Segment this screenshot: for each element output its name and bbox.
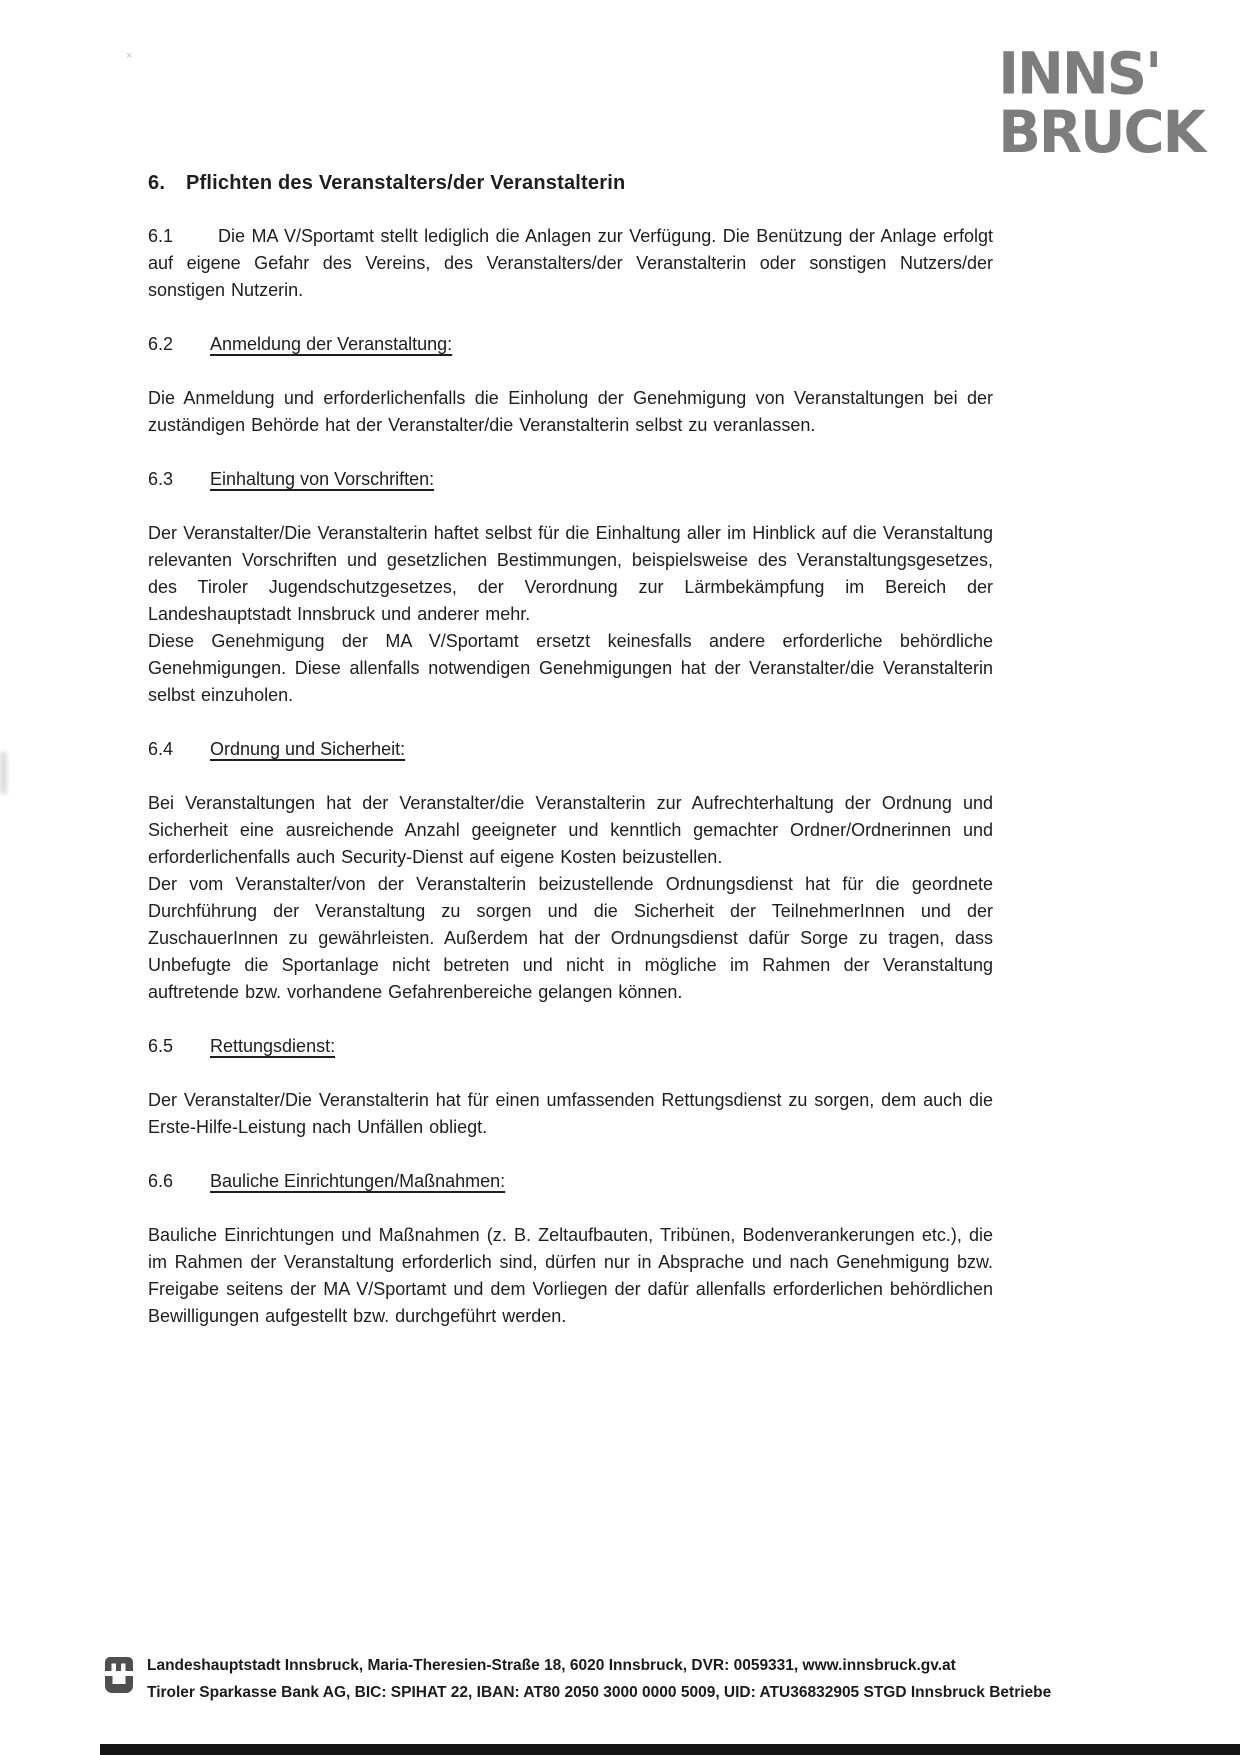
paragraph: 6.1 Die MA V/Sportamt stellt lediglich die Anlagen zur Verfügung. Die Benützung der Anlage erfolgt auf eigene Gefahr des Vereins, des Veranstalters/der Veranstalterin oder sonstigen Nutzers/der sonstigen Nutzerin.: [148, 223, 993, 304]
innsbruck-emblem-icon: [103, 1655, 135, 1700]
paragraph: Der vom Veranstalter/von der Veranstalterin beizustellende Ordnungsdienst hat für die geordnete Durchführung der Veranstaltung zu sorgen und die Sicherheit der TeilnehmerInnen und der ZuschauerInnen zu gewährleisten. Außerdem hat der Ordnungsdienst dafür Sorge zu tragen, dass Unbefugte die Sportanlage nicht betreten und nicht in mögliche im Rahmen der Veranstaltung auftretende bzw. vorhandene Gefahrenbereiche gelangen können.: [148, 874, 993, 1002]
section-number: 6.3: [148, 469, 174, 489]
document-section: [148, 1033, 993, 1141]
section-heading-row: [148, 466, 993, 493]
footer-text: [147, 1652, 1051, 1706]
section-paragraphs: [148, 385, 993, 439]
paragraph: Diese Genehmigung der MA V/Sportamt ersetzt keinesfalls andere erforderliche behördliche Genehmigungen. Diese allenfalls notwendigen Genehmigungen hat der Veranstalter/die Veranstalterin selbst einzuholen.: [148, 631, 993, 705]
scan-speck: ×: [126, 50, 133, 62]
section-heading-row: [148, 1033, 993, 1060]
section-paragraphs: [148, 1222, 993, 1330]
document-page: [148, 170, 993, 1330]
footer-line-1: Landeshauptstadt Innsbruck, Maria-Theresien-Straße 18, 6020 Innsbruck, DVR: 0059331, www.innsbruck.gv.at: [147, 1657, 956, 1674]
section-number-inline: 6.1: [148, 226, 174, 246]
document-section: [148, 223, 993, 304]
section-number: 6.6: [148, 1171, 174, 1191]
logo-line-2: BRUCK: [998, 98, 1204, 167]
innsbruck-logo: [998, 40, 1204, 167]
section-heading: Ordnung und Sicherheit:: [210, 739, 406, 759]
page-footer: [103, 1652, 1051, 1706]
paragraph: Bauliche Einrichtungen und Maßnahmen (z. B. Zeltaufbauten, Tribünen, Bodenverankerungen etc.), die im Rahmen der Veranstaltung erforderlich sind, dürfen nur in Absprache und nach Genehmigung bzw. Freigabe seitens der MA V/Sportamt und dem Vorliegen der dafür allenfalls erforderlichen behördlichen Bewilligungen aufgestellt bzw. durchgeführt werden.: [148, 1225, 993, 1326]
section-paragraphs: [148, 1087, 993, 1141]
section-paragraphs: [148, 520, 993, 709]
section-number: 6.4: [148, 739, 174, 759]
section-number: 6.5: [148, 1036, 174, 1056]
section-heading-row: [148, 1168, 993, 1195]
document-section: [148, 331, 993, 439]
footer-line-2: Tiroler Sparkasse Bank AG, BIC: SPIHAT 22, IBAN: AT80 2050 3000 0000 5009, UID: ATU36832905 STGD Innsbruck Betriebe: [147, 1684, 1052, 1701]
paragraph: Der Veranstalter/Die Veranstalterin haftet selbst für die Einhaltung aller im Hinblick auf die Veranstaltung relevanten Vorschriften und gesetzlichen Bestimmungen, beispielsweise des Veranstaltungsgesetzes, des Tiroler Jugendschutzgesetzes, der Verordnung zur Lärmbekämpfung im Bereich der Landeshauptstadt Innsbruck und anderer mehr.: [148, 523, 993, 624]
section-paragraphs: [148, 223, 993, 304]
title-text: Pflichten des Veranstalters/der Veranstalterin: [186, 172, 626, 194]
paragraph: Bei Veranstaltungen hat der Veranstalter/die Veranstalterin zur Aufrechterhaltung der Ordnung und Sicherheit eine ausreichende Anzahl geeigneter und kenntlich gemachter Ordner/Ordnerinnen und erforderlichenfalls auch Security-Dienst auf eigene Kosten beizustellen.: [148, 793, 993, 867]
section-heading: Rettungsdienst:: [210, 1036, 336, 1056]
section-heading: Einhaltung von Vorschriften:: [210, 469, 435, 489]
page-title: [148, 170, 993, 196]
section-heading: Bauliche Einrichtungen/Maßnahmen:: [210, 1171, 506, 1191]
sections: [148, 223, 993, 1330]
section-heading-row: [148, 736, 993, 763]
paragraph: Der Veranstalter/Die Veranstalterin hat für einen umfassenden Rettungsdienst zu sorgen, dem auch die Erste-Hilfe-Leistung nach Unfällen obliegt.: [148, 1090, 993, 1137]
paragraph: Die Anmeldung und erforderlichenfalls die Einholung der Genehmigung von Veranstaltungen bei der zuständigen Behörde hat der Veranstalter/die Veranstalterin selbst zu veranlassen.: [148, 388, 993, 435]
scan-edge-bar: [100, 1744, 1240, 1755]
document-section: [148, 736, 993, 1006]
title-number: 6.: [148, 172, 166, 194]
section-paragraphs: [148, 790, 993, 1006]
document-section: [148, 1168, 993, 1330]
logo-line-1: INNS': [998, 40, 1161, 109]
section-number: 6.2: [148, 334, 174, 354]
section-heading: Anmeldung der Veranstaltung:: [210, 334, 453, 354]
section-heading-row: [148, 331, 993, 358]
scan-smudge: [0, 752, 7, 794]
document-section: [148, 466, 993, 709]
